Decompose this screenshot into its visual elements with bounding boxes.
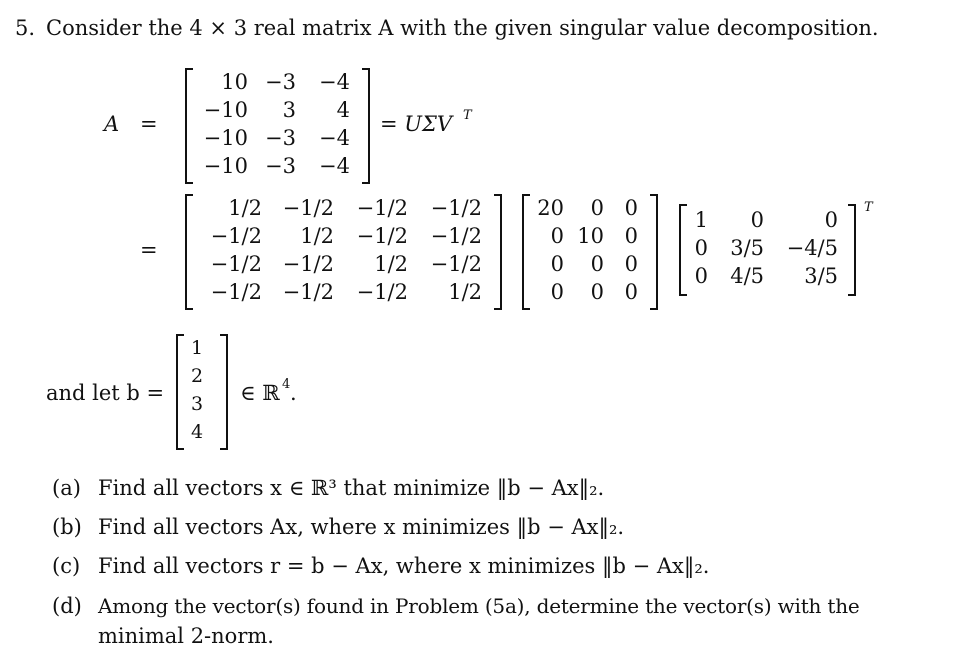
part-text-continuation: minimal 2-norm.	[98, 624, 274, 648]
matrix-a-cell: 3	[282, 98, 296, 122]
matrix-a-cell: −10	[203, 126, 248, 150]
matrix-v-left-bracket	[679, 204, 687, 296]
matrix-sigma-cell: 0	[550, 252, 564, 276]
matrix-a-right-bracket	[362, 68, 370, 184]
matrix-u-cell: −1/2	[356, 280, 408, 304]
part-label: (a)	[52, 476, 81, 500]
vector-b-right-bracket	[220, 334, 228, 450]
vt-transpose-superscript: T	[864, 200, 873, 215]
matrix-v-cell: 1	[694, 208, 708, 232]
matrix-v-cell: 3/5	[804, 264, 838, 288]
part-text: Among the vector(s) found in Problem (5a), determine the vector(s) with the	[98, 594, 860, 618]
matrix-v-cell: −4/5	[786, 236, 838, 260]
matrix-sigma-cell: 0	[550, 224, 564, 248]
svd-form: = UΣV	[380, 112, 452, 136]
matrix-u-cell: −1/2	[282, 196, 334, 220]
matrix-a-cell: −3	[265, 126, 296, 150]
matrix-sigma-cell: 0	[624, 224, 638, 248]
matrix-u-cell: −1/2	[430, 196, 482, 220]
matrix-sigma-cell: 0	[550, 280, 564, 304]
matrix-sigma-cell: 0	[590, 280, 604, 304]
part-text: Find all vectors r = b − Ax, where x minimizes ‖b − Ax‖₂.	[98, 554, 710, 578]
vector-b-entry: 4	[190, 421, 204, 443]
matrix-a-cell: −4	[319, 154, 350, 178]
matrix-a-cell: −3	[265, 154, 296, 178]
matrix-u-cell: 1/2	[228, 196, 262, 220]
equals-sign-1: =	[140, 112, 158, 136]
part-label: (d)	[52, 594, 82, 618]
matrix-a-cell: 10	[221, 70, 248, 94]
vector-b-suffix: ∈ ℝ	[240, 381, 280, 405]
matrix-a-cell: 4	[336, 98, 350, 122]
matrix-u-right-bracket	[494, 194, 502, 310]
vector-b-suffix-end: .	[290, 381, 297, 405]
matrix-a-cell: −4	[319, 126, 350, 150]
matrix-sigma-cell: 0	[590, 252, 604, 276]
matrix-v-right-bracket	[848, 204, 856, 296]
problem-intro: Consider the 4 × 3 real matrix A with the given singular value decomposition.	[46, 16, 879, 40]
matrix-a-cell: −4	[319, 70, 350, 94]
matrix-u-cell: −1/2	[430, 224, 482, 248]
matrix-u-cell: −1/2	[210, 280, 262, 304]
lhs-symbol: A	[104, 112, 120, 136]
matrix-sigma-right-bracket	[650, 194, 658, 310]
vector-b-suffix-superscript: 4	[282, 377, 291, 392]
problem-number: 5.	[15, 16, 36, 40]
matrix-a-cell: −10	[203, 154, 248, 178]
matrix-u-cell: −1/2	[210, 224, 262, 248]
svd-transpose-superscript: T	[463, 108, 472, 123]
matrix-v-cell: 0	[694, 236, 708, 260]
part-label: (b)	[52, 515, 82, 539]
matrix-v-cell: 0	[750, 208, 764, 232]
equals-sign-2: =	[140, 238, 158, 262]
part-text: Find all vectors Ax, where x minimizes ‖b − Ax‖₂.	[98, 515, 625, 539]
matrix-u-cell: −1/2	[210, 252, 262, 276]
matrix-sigma-cell: 0	[624, 252, 638, 276]
part-text: Find all vectors x ∈ ℝ³ that minimize ‖b − Ax‖₂.	[98, 476, 605, 500]
vector-b-entry: 2	[190, 365, 204, 387]
matrix-sigma-left-bracket	[522, 194, 530, 310]
matrix-a-left-bracket	[185, 68, 193, 184]
matrix-v-cell: 0	[824, 208, 838, 232]
matrix-v-cell: 4/5	[730, 264, 764, 288]
vector-b-left-bracket	[176, 334, 184, 450]
matrix-a-cell: −3	[265, 70, 296, 94]
matrix-u-cell: −1/2	[356, 196, 408, 220]
matrix-u-left-bracket	[185, 194, 193, 310]
matrix-u-cell: −1/2	[282, 280, 334, 304]
matrix-a-cell: −10	[203, 98, 248, 122]
matrix-sigma-cell: 0	[590, 196, 604, 220]
matrix-sigma-cell: 0	[624, 280, 638, 304]
matrix-sigma-cell: 0	[624, 196, 638, 220]
matrix-u-cell: −1/2	[430, 252, 482, 276]
matrix-u-cell: 1/2	[374, 252, 408, 276]
vector-b-entry: 1	[190, 337, 204, 359]
matrix-u-cell: 1/2	[448, 280, 482, 304]
matrix-v-cell: 3/5	[730, 236, 764, 260]
vector-b-prefix: and let b =	[46, 381, 165, 405]
matrix-v-cell: 0	[694, 264, 708, 288]
part-label: (c)	[52, 554, 81, 578]
matrix-u-cell: −1/2	[356, 224, 408, 248]
matrix-sigma-cell: 10	[577, 224, 604, 248]
matrix-u-cell: 1/2	[300, 224, 334, 248]
matrix-sigma-cell: 20	[537, 196, 564, 220]
matrix-u-cell: −1/2	[282, 252, 334, 276]
vector-b-entry: 3	[190, 393, 204, 415]
